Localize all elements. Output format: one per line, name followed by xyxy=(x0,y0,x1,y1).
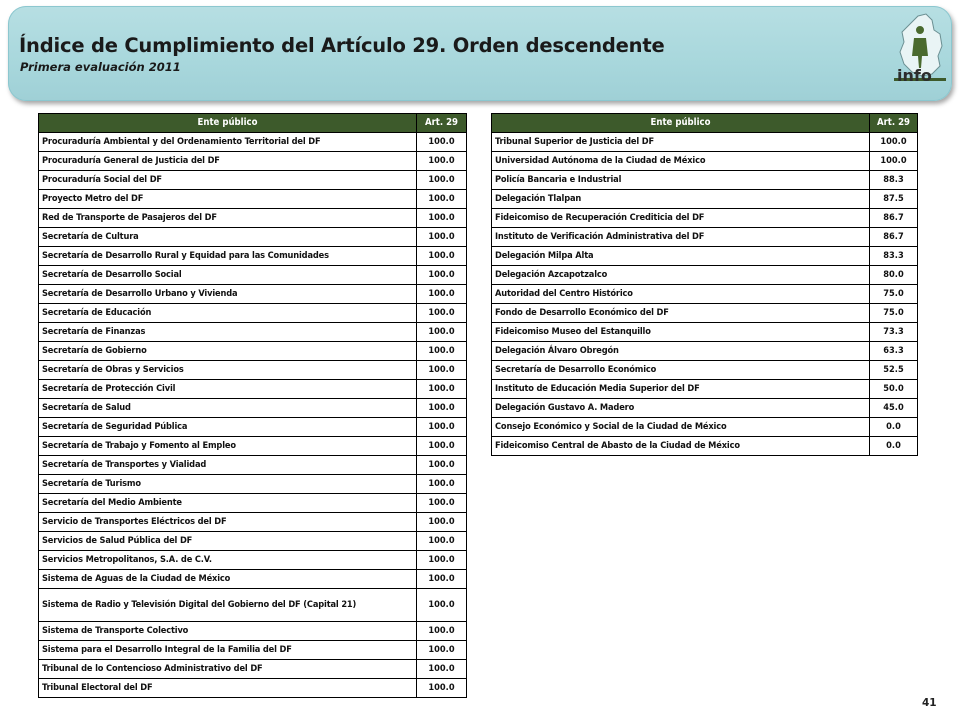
entity-name: Secretaría de Gobierno xyxy=(39,342,417,361)
page-subtitle: Primera evaluación 2011 xyxy=(20,60,181,74)
table-row xyxy=(39,437,467,456)
entity-name: Fondo de Desarrollo Económico del DF xyxy=(492,304,870,323)
table-row xyxy=(39,641,467,660)
table-row xyxy=(492,152,918,171)
table-row xyxy=(39,456,467,475)
column-header-art29: Art. 29 xyxy=(870,114,918,133)
entity-name: Consejo Económico y Social de la Ciudad de México xyxy=(492,418,870,437)
table-row xyxy=(39,361,467,380)
score-value: 100.0 xyxy=(417,247,467,266)
compliance-table-right xyxy=(491,113,918,456)
table-row xyxy=(39,323,467,342)
entity-name: Delegación Milpa Alta xyxy=(492,247,870,266)
entity-name: Secretaría de Transportes y Vialidad xyxy=(39,456,417,475)
score-value: 100.0 xyxy=(417,285,467,304)
table-row xyxy=(492,209,918,228)
entity-name: Fideicomiso Central de Abasto de la Ciudad de México xyxy=(492,437,870,456)
column-header-art29: Art. 29 xyxy=(417,114,467,133)
score-value: 100.0 xyxy=(417,494,467,513)
score-value: 100.0 xyxy=(417,589,467,622)
score-value: 75.0 xyxy=(870,285,918,304)
score-value: 73.3 xyxy=(870,323,918,342)
entity-name: Sistema de Transporte Colectivo xyxy=(39,622,417,641)
score-value: 0.0 xyxy=(870,437,918,456)
table-row xyxy=(39,228,467,247)
table-row xyxy=(39,247,467,266)
entity-name: Delegación Azcapotzalco xyxy=(492,266,870,285)
table-row xyxy=(39,171,467,190)
entity-name: Delegación Álvaro Obregón xyxy=(492,342,870,361)
entity-name: Tribunal Superior de Justicia del DF xyxy=(492,133,870,152)
entity-name: Secretaría de Turismo xyxy=(39,475,417,494)
table-row xyxy=(39,679,467,698)
entity-name: Universidad Autónoma de la Ciudad de México xyxy=(492,152,870,171)
table-row xyxy=(492,323,918,342)
table-row xyxy=(492,247,918,266)
score-value: 75.0 xyxy=(870,304,918,323)
infodf-logo xyxy=(888,12,950,98)
entity-name: Secretaría de Finanzas xyxy=(39,323,417,342)
table-row xyxy=(39,551,467,570)
entity-name: Instituto de Verificación Administrativa del DF xyxy=(492,228,870,247)
table-row xyxy=(492,361,918,380)
score-value: 50.0 xyxy=(870,380,918,399)
table-row xyxy=(39,589,467,622)
score-value: 45.0 xyxy=(870,399,918,418)
entity-name: Secretaría de Cultura xyxy=(39,228,417,247)
table-row xyxy=(492,228,918,247)
score-value: 100.0 xyxy=(417,361,467,380)
score-value: 100.0 xyxy=(870,152,918,171)
table-row xyxy=(39,304,467,323)
table-row xyxy=(492,285,918,304)
table-row xyxy=(492,342,918,361)
table-row xyxy=(492,418,918,437)
table-row xyxy=(39,285,467,304)
entity-name: Procuraduría Ambiental y del Ordenamiento Territorial del DF xyxy=(39,133,417,152)
score-value: 100.0 xyxy=(417,622,467,641)
score-value: 100.0 xyxy=(417,641,467,660)
table-row xyxy=(39,475,467,494)
table-row xyxy=(39,209,467,228)
table-row xyxy=(492,380,918,399)
entity-name: Secretaría de Desarrollo Económico xyxy=(492,361,870,380)
table-row xyxy=(39,513,467,532)
table-row xyxy=(39,494,467,513)
table-row xyxy=(39,380,467,399)
entity-name: Fideicomiso Museo del Estanquillo xyxy=(492,323,870,342)
table-row xyxy=(39,190,467,209)
table-row xyxy=(39,399,467,418)
score-value: 86.7 xyxy=(870,209,918,228)
score-value: 100.0 xyxy=(417,532,467,551)
score-value: 63.3 xyxy=(870,342,918,361)
score-value: 100.0 xyxy=(417,551,467,570)
table-row xyxy=(39,152,467,171)
entity-name: Secretaría de Trabajo y Fomento al Empleo xyxy=(39,437,417,456)
entity-name: Policía Bancaria e Industrial xyxy=(492,171,870,190)
table-row xyxy=(492,133,918,152)
entity-name: Secretaría de Salud xyxy=(39,399,417,418)
entity-name: Secretaría de Educación xyxy=(39,304,417,323)
score-value: 100.0 xyxy=(417,190,467,209)
column-header-ente: Ente público xyxy=(492,114,870,133)
entity-name: Secretaría del Medio Ambiente xyxy=(39,494,417,513)
entity-name: Procuraduría General de Justicia del DF xyxy=(39,152,417,171)
entity-name: Servicios de Salud Pública del DF xyxy=(39,532,417,551)
entity-name: Secretaría de Desarrollo Social xyxy=(39,266,417,285)
entity-name: Tribunal Electoral del DF xyxy=(39,679,417,698)
score-value: 86.7 xyxy=(870,228,918,247)
score-value: 100.0 xyxy=(417,380,467,399)
logo-wordmark: info xyxy=(897,66,932,85)
table-row xyxy=(492,399,918,418)
score-value: 100.0 xyxy=(417,304,467,323)
table-row xyxy=(492,304,918,323)
score-value: 83.3 xyxy=(870,247,918,266)
entity-name: Red de Transporte de Pasajeros del DF xyxy=(39,209,417,228)
score-value: 100.0 xyxy=(417,513,467,532)
table-row xyxy=(39,660,467,679)
score-value: 100.0 xyxy=(417,152,467,171)
entity-name: Proyecto Metro del DF xyxy=(39,190,417,209)
entity-name: Secretaría de Desarrollo Urbano y Vivienda xyxy=(39,285,417,304)
table-row xyxy=(39,622,467,641)
score-value: 52.5 xyxy=(870,361,918,380)
score-value: 80.0 xyxy=(870,266,918,285)
score-value: 100.0 xyxy=(417,399,467,418)
score-value: 100.0 xyxy=(417,266,467,285)
score-value: 100.0 xyxy=(417,342,467,361)
score-value: 100.0 xyxy=(417,456,467,475)
column-header-ente: Ente público xyxy=(39,114,417,133)
entity-name: Servicios Metropolitanos, S.A. de C.V. xyxy=(39,551,417,570)
table-row xyxy=(492,266,918,285)
entity-name: Instituto de Educación Media Superior del DF xyxy=(492,380,870,399)
entity-name: Sistema para el Desarrollo Integral de la Familia del DF xyxy=(39,641,417,660)
entity-name: Fideicomiso de Recuperación Crediticia del DF xyxy=(492,209,870,228)
table-row xyxy=(39,342,467,361)
table-header-row xyxy=(492,114,918,133)
entity-name: Sistema de Radio y Televisión Digital del Gobierno del DF (Capital 21) xyxy=(39,589,417,622)
table-row xyxy=(492,190,918,209)
score-value: 100.0 xyxy=(870,133,918,152)
page-title: Índice de Cumplimiento del Artículo 29. Orden descendente xyxy=(19,34,665,57)
entity-name: Secretaría de Seguridad Pública xyxy=(39,418,417,437)
score-value: 87.5 xyxy=(870,190,918,209)
score-value: 100.0 xyxy=(417,133,467,152)
entity-name: Autoridad del Centro Histórico xyxy=(492,285,870,304)
entity-name: Secretaría de Protección Civil xyxy=(39,380,417,399)
table-row xyxy=(492,437,918,456)
score-value: 100.0 xyxy=(417,475,467,494)
score-value: 0.0 xyxy=(870,418,918,437)
entity-name: Procuraduría Social del DF xyxy=(39,171,417,190)
score-value: 100.0 xyxy=(417,437,467,456)
score-value: 100.0 xyxy=(417,228,467,247)
table-row xyxy=(39,133,467,152)
score-value: 100.0 xyxy=(417,323,467,342)
table-row xyxy=(39,266,467,285)
entity-name: Secretaría de Obras y Servicios xyxy=(39,361,417,380)
entity-name: Delegación Gustavo A. Madero xyxy=(492,399,870,418)
score-value: 100.0 xyxy=(417,209,467,228)
entity-name: Tribunal de lo Contencioso Administrativo del DF xyxy=(39,660,417,679)
score-value: 100.0 xyxy=(417,679,467,698)
table-row xyxy=(39,532,467,551)
entity-name: Delegación Tlalpan xyxy=(492,190,870,209)
score-value: 100.0 xyxy=(417,171,467,190)
entity-name: Sistema de Aguas de la Ciudad de México xyxy=(39,570,417,589)
score-value: 88.3 xyxy=(870,171,918,190)
compliance-table-left xyxy=(38,113,467,698)
table-header-row xyxy=(39,114,467,133)
score-value: 100.0 xyxy=(417,660,467,679)
page-number: 41 xyxy=(922,697,937,709)
score-value: 100.0 xyxy=(417,418,467,437)
entity-name: Servicio de Transportes Eléctricos del DF xyxy=(39,513,417,532)
table-row xyxy=(492,171,918,190)
score-value: 100.0 xyxy=(417,570,467,589)
table-row xyxy=(39,418,467,437)
table-row xyxy=(39,570,467,589)
entity-name: Secretaría de Desarrollo Rural y Equidad para las Comunidades xyxy=(39,247,417,266)
